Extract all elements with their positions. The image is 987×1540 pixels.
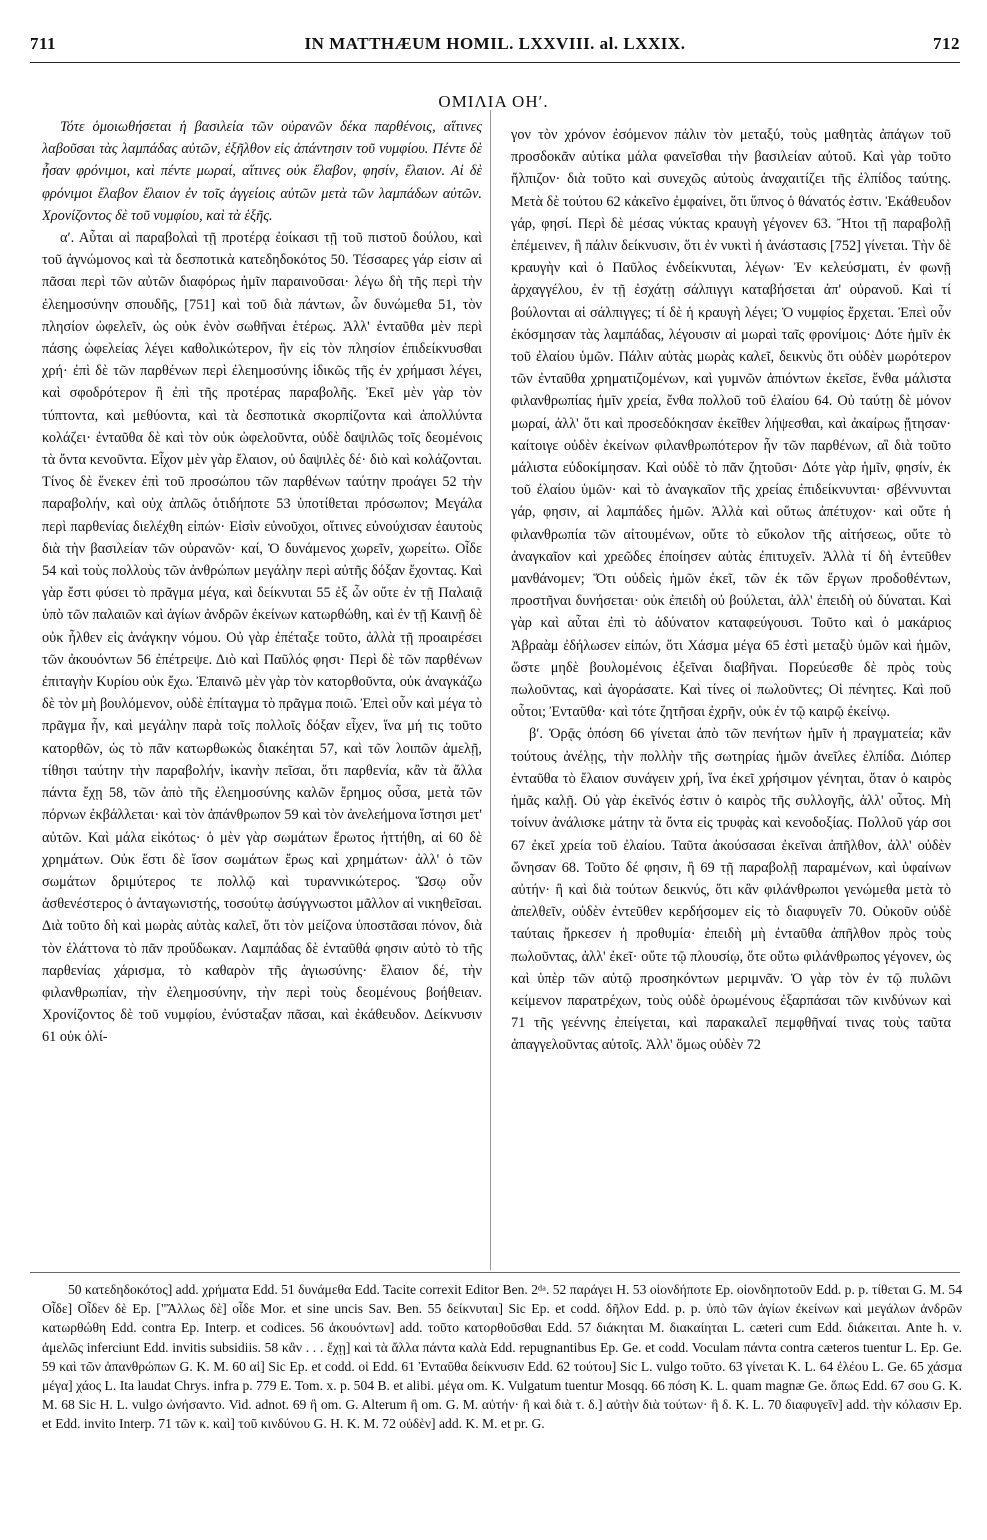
right-page-number: 712 — [933, 34, 960, 53]
footnotes: 50 κατεδηδοκότος] add. χρήματα Edd. 51 δυνάμεθα Edd. Tacite correxit Editor Ben. 2ᵈᵃ. 52 παράγει H. 53 οἱονδήποτε Ep. οἱονδηποτοῦν Edd. p. p. τίθεται G. M. 54 Οἶδε] Οἶδεν δὲ Ep. ["Ἄλλως δὲ] οἶδε Mor. et sine uncis Sav. Ben. 55 δείκνυται] Sic Ep. et codd. δῆλον Edd. p. p. ὑπὸ τῶν ἁγίων ἐκείνων καὶ μεγάλων ἀνδρῶν κατωρθώθη Edd. contra Ep. Interp. et codices. 56 ἀκουόντων] add. τοῦτο κατορθοῦσθαι Edd. 57 διάκηται M. διακαίηται L. cæteri cum Edd. διάκειται. Ante h. v. ἀμελῶς inferciunt Edd. invitis subsidiis. 58 κἂν . . . ἔχῃ] καὶ τὰ ἄλλα πάντα καλὰ Edd. repugnantibus Ep. Ge. et codd. Voculam πάντα contra cæteros tuentur L. Ep. Ge. 59 καὶ τῶν ἀπανθρώπων G. K. M. 60 αἱ] Sic Ep. et codd. οἱ Edd. 61 Ἐνταῦθα δείκνυσιν Edd. 62 τούτου] Sic L. vulgo τοῦτο. 63 γίνεται K. L. 64 ἐλέου L. Ge. 65 χάσμα μέγα] χάος L. Ita laudat Chrys. infra p. 779 E. Tom. x. p. 504 B. et alibi. μέγα om. K. Vulgatum tuentur Mosqq. 66 πόση K. L. quam magnæ Ge. ὅπως Edd. 67 σου G. K. M. 68 Sic H. L. vulgo ὠνήσαντο. Vid. adnot. 69 ἢ om. G. Alterum ἢ om. G. M. αὐτήν· ἢ καὶ διὰ τ. δ.] αὐτὴν διὰ τούτων· ἢ δ. K. L. 70 διαφυγεῖν] add. τὴν κόλασιν Ep. et Edd. invito Interp. 71 τῶν κ. καὶ] τοῦ κινδύνου G. H. K. M. 72 οὐδὲν] add. K. M. et pr. G. — [42, 1282, 962, 1432]
left-column — [42, 116, 482, 1261]
running-head — [30, 34, 960, 58]
right-column-paragraph-1: γον τὸν χρόνον ἐσόμενον πάλιν τὸν μεταξύ, τοὺς μαθητὰς ἀπάγων τοῦ προσδοκᾶν αὐτίκα μάλα φανεῖσθαι τὴν βασιλείαν αὐτοῦ. Καὶ γὰρ τοῦτο ἤλπιζον· διὰ τοῦτο καὶ συνεχῶς αὐτοὺς ἀναχαιτίζει τῆς ἐλπίδος ταύτης. Μετὰ δὲ τούτου 62 κἀκεῖνο ἐμφαίνει, ὅτι ὕπνος ὁ θάνατός ἐστιν. Ἐκάθευδον γάρ, φησί. Περὶ δὲ μέσας νύκτας κραυγὴ γέγονεν 63. Ἤτοι τῇ παραβολῇ ἐπέμεινεν, ἢ πάλιν δείκνυσιν, ὅτι ἐν νυκτὶ ἡ ἀνάστασις [752] γίνεται. Τὴν δὲ κραυγὴν καὶ ὁ Παῦλος ἐνδείκνυται, λέγων· Ἐν κελεύσματι, ἐν φωνῇ ἀρχαγγέλου, ἐν τῇ ἐσχάτῃ σάλπιγγι καταβήσεται ἀπ' οὐρανοῦ. Καὶ τί βούλονται αἱ σάλπιγγες; τί δὲ ἡ κραυγὴ λέγει; Ὁ νυμφίος ἔρχεται. Ἐπεὶ οὖν ἐκόσμησαν τὰς λαμπάδας, λέγουσιν αἱ μωραὶ ταῖς φρονίμοις· Δότε ἡμῖν ἐκ τοῦ ἐλαίου ὑμῶν. Πάλιν αὐτὰς μωρὰς καλεῖ, δεικνὺς ὅτι οὐδὲν μωρότερον τῶν ἐνταῦθα χρηματιζομένων, καὶ γυμνῶν ἀπιόντων ἐκεῖσε, ἔνθα μάλιστα φιλανθρωπίας ἡμῖν χρεία, ἔνθα πολλοῦ τοῦ ἐλαίου 64. Οὐ ταύτῃ δὲ μόνον μωραί, ἀλλ' ὅτι καὶ προσεδόκησαν ἐκεῖθεν λήψεσθαι, καὶ ἀκαίρως ᾔτησαν· καίτοιγε οὐδὲν ἐκείνων φιλανθρωπότερον ἦν τῶν παρθένων, αἳ διὰ τοῦτο μάλιστα εὐδοκίμησαν. Καὶ οὐδὲ τὸ πᾶν ζητοῦσι· Δότε γὰρ ἡμῖν, φησίν, ἐκ τοῦ ἐλαίου ὑμῶν· καὶ τὸ ἀναγκαῖον τῆς χρείας ἐπιδείκνυνται· σβέννυνται γάρ, φησιν, αἱ λαμπάδες ἡμῶν. Ἀλλὰ καὶ οὕτως ἀπέτυχον· καὶ οὔτε ἡ φιλανθρωπία τῶν αἰτουμένων, οὔτε τὸ εὔκολον τῆς αἰτήσεως, οὔτε τὸ ἀναγκαῖον καὶ χρεῶδες ἐποίησεν αὐτὰς ἐπιτυχεῖν. Ἀλλὰ τί δὴ ἐντεῦθεν μανθάνομεν; Ὅτι οὐδεὶς ἡμῶν ἐκεῖ, τῶν ἐκ τῶν ἔργων προδοθέντων, προστῆναι δυνήσεται· οὐκ ἐπειδὴ οὐ βούλεται, ἀλλ' ἐπειδὴ οὐ δύναται. Καὶ γὰρ καὶ αὗται ἐπὶ τὸ ἀδύνατον καταφεύγουσι. Τοῦτο καὶ ὁ μακάριος Ἀβραὰμ ἐδήλωσεν εἰπών, ὅτι Χάσμα μέγα 65 ἐστὶ μεταξὺ ὑμῶν καὶ ἡμῶν, ὥστε μηδὲ βουλομένοις ἐξεῖναι διαβῆναι. Πορεύεσθε δὲ πρὸς τοὺς πωλοῦντας, καὶ ἀγοράσατε. Καὶ τίνες οἱ πωλοῦντες; Οἱ πένητες. Καὶ ποῦ οὗτοι; Ἐνταῦθα· καὶ τότε ζητῆσαι ἐχρῆν, οὐκ ἐν τῷ καιρῷ ἐκείνῳ. — [511, 127, 951, 721]
right-column — [511, 124, 951, 1264]
running-title: IN MATTHÆUM HOMIL. LXXVIII. al. LXXIX. — [304, 34, 686, 53]
header-rule — [30, 62, 960, 63]
scripture-lemma: Τότε ὁμοιωθήσεται ἡ βασιλεία τῶν οὐρανῶν δέκα παρθένοις, αἵτινες λαβοῦσαι τὰς λαμπάδας αὐτῶν, ἐξῆλθον εἰς ἀπάντησιν τοῦ νυμφίου. Πέντε δὲ ἦσαν φρόνιμοι, καὶ πέντε μωραί, αἵτινες οὐκ ἔλαβον, φησίν, ἔλαιον. Αἱ δὲ φρόνιμοι ἔλαβον ἔλαιον ἐν τοῖς ἀγγείοις αὐτῶν μετὰ τῶν λαμπάδων αὐτῶν. Χρονίζοντος δὲ τοῦ νυμφίου, καὶ τὰ ἑξῆς. — [42, 119, 482, 224]
right-column-paragraph-2: βʹ. Ὁρᾷς ὁπόση 66 γίνεται ἀπὸ τῶν πενήτων ἡμῖν ἡ πραγματεία; κἂν τούτους ἀνέλῃς, τὴν πολλὴν τῆς σωτηρίας ἡμῶν ἀνεῖλες ἐλπίδα. Διόπερ ἐνταῦθα τὸ ἔλαιον συνάγειν χρή, ἵνα ἐκεῖ χρήσιμον γένηται, ὅταν ὁ καιρὸς ἡμᾶς καλῇ. Οὐ γὰρ ἐκεῖνός ἐστιν ὁ καιρὸς τῆς συλλογῆς, ἀλλ' οὗτος. Μὴ τοίνυν ἀνάλισκε μάτην τὰ ὄντα εἰς τρυφὰς καὶ κενοδοξίας. Πολλοῦ γάρ σοι 67 ἐκεῖ χρεία τοῦ ἐλαίου. Ταῦτα ἀκούσασαι ἐκεῖναι ἀπῆλθον, ἀλλ' οὐδὲν ὤνησαν 68. Τοῦτο δέ φησιν, ἢ 69 τῇ παραβολῇ παραμένων, καὶ ὑφαίνων αὐτήν· ἢ καὶ διὰ τούτων δεικνύς, ὅτι κἂν φιλάνθρωποι γενώμεθα μετὰ τὸ ἀπελθεῖν, οὐδὲν ἐντεῦθεν κερδήσομεν εἰς τὸ διαφυγεῖν 70. Οὐκοῦν οὐδὲ ταύταις ἤρκεσεν ἡ προθυμία· ἐπειδὴ μὴ ἐνταῦθα ἀπῆλθον πρὸς τοὺς πωλοῦντας, ἀλλ' ἐκεῖ· οὔτε τῷ πλουσίῳ, ὅτε οὕτω φιλάνθρωπος γέγονεν, ὡς καὶ ὑπὲρ τῶν αὐτῷ προσηκόντων μεριμνᾶν. Ὁ γὰρ τὸν ἐν τῷ πυλῶνι κείμενον παρατρέχων, τοὺς οὐδὲ ὁρωμένους ἐξαρπάσαι τῶν κινδύνων καὶ 71 τῆς γεέννης ἐπείγεται, καὶ παρακαλεῖ πεμφθῆναί τινας τοὺς ταῦτα ἀπαγγελοῦντας αὐτοῖς. Ἀλλ' ὅμως οὐδὲν 72 — [511, 726, 951, 1054]
left-page-number: 711 — [30, 34, 57, 53]
footnote-rule — [30, 1272, 960, 1273]
left-column-paragraph: αʹ. Αὗται αἱ παραβολαὶ τῇ προτέρᾳ ἐοίκασι τῇ τοῦ πιστοῦ δούλου, καὶ τοῦ ἀγνώμονος καὶ τὰ δεσποτικὰ κατεδηδοκότος 50. Τέσσαρες γάρ εἰσιν αἱ πᾶσαι περὶ τῶν αὐτῶν διαφόρως ἡμῖν παραινοῦσαι· λέγω δὴ τῆς περὶ τὴν ἐλεημοσύνην σπουδῆς, [751] καὶ τοῦ διὰ πάντων, ὧν δυνώμεθα 51, τὸν πλησίον ὠφελεῖν, ὡς οὐκ ἐνὸν σωθῆναι ἑτέρως. Ἀλλ' ἐνταῦθα μὲν περὶ πάσης ὠφελείας λέγει καθολικώτερον, ἣν εἰς τὸν πλησίον ἐπιδείκνυσθαι χρή· ἐπὶ δὲ τῶν παρθένων περὶ ἐλεημοσύνης ἰδικῶς τῆς ἐν χρήμασι λέγει, καὶ σφοδρότερον ἢ ἐπὶ τῆς προτέρας παραβολῆς. Ἐκεῖ μὲν γὰρ τὸν τύπτοντα, καὶ μεθύοντα, καὶ τὰ δεσποτικὰ σκορπίζοντα καὶ ἀπολλύντα κολάζει· ἐνταῦθα δὲ καὶ τὸν οὐκ ὠφελοῦντα, οὐδὲ δαψιλῶς τοῖς δεομένοις τὰ ὄντα κενοῦντα. Εἶχον μὲν γὰρ ἔλαιον, οὐ δαψιλὲς δέ· διὸ καὶ κολάζονται. Τίνος δὲ ἕνεκεν ἐπὶ τοῦ προσώπου τῶν παρθένων ταύτην προάγει 52 τὴν παραβολήν, καὶ οὐχ ἁπλῶς ὁτιδήποτε 53 ὑποτίθεται πρόσωπον; Μεγάλα περὶ παρθενίας διελέχθη εἰπών· Εἰσὶν εὐνοῦχοι, οἵτινες εὐνούχισαν ἑαυτοὺς διὰ τὴν βασιλείαν τῶν οὐρανῶν· καί, Ὁ δυνάμενος χωρεῖν, χωρείτω. Οἶδε 54 καὶ τοὺς πολλοὺς τῶν ἀνθρώπων μεγάλην περὶ αὐτῆς δόξαν ἔχοντας. Καὶ γὰρ ἔστι φύσει τὸ πρᾶγμα μέγα, καὶ δείκνυται 55 ἐξ ὧν οὔτε ἐν τῇ Παλαιᾷ ὑπὸ τῶν παλαιῶν καὶ ἁγίων ἀνδρῶν ἐκείνων κατωρθώθη, καὶ ἐν τῇ Καινῇ δὲ οὐκ ἦλθεν εἰς ἀνάγκην νόμου. Οὐ γὰρ ἐπέταξε τοῦτο, ἀλλὰ τῇ προαιρέσει τῶν ἀκουόντων 56 ἐπέτρεψε. Διὸ καὶ Παῦλός φησι· Περὶ δὲ τῶν παρθένων ἐπιταγὴν Κυρίου οὐκ ἔχω. Ἐπαινῶ μὲν γὰρ τὸν κατορθοῦντα, οὐκ ἀναγκάζω δὲ τὸν μὴ βουλόμενον, οὐδὲ ἐπίταγμα τὸ πρᾶγμα ποιῶ. Ἐπεὶ οὖν καὶ μέγα τὸ πρᾶγμα ἦν, καὶ μεγάλην παρὰ τοῖς πολλοῖς δόξαν εἶχεν, ἵνα μή τις τοῦτο κατορθῶν, ὡς τὸ πᾶν κατωρθωκὼς διακέηται 57, καὶ τῶν λοιπῶν ἀμελῇ, τίθησι ταύτην τὴν παραβολήν, ἱκανὴν πεῖσαι, ὅτι παρθενία, κἂν τὰ ἄλλα πάντα ἔχῃ 58, τῶν ἀπὸ τῆς ἐλεημοσύνης καλῶν ἔρημος οὖσα, μετὰ τῶν πόρνων ἐκβάλλεται· καὶ τὸν ἀπάνθρωπον 59 καὶ τὸν ἀνελεήμονα ἵστησι μετ' αὐτῶν. Καὶ μάλα εἰκότως· ὁ μὲν γὰρ σωμάτων ἔρωτος ἡττήθη, αἱ 60 δὲ χρημάτων. Οὐκ ἔστι δὲ ἴσον σωμάτων ἔρως καὶ χρημάτων· ἀλλ' ὁ τῶν σωμάτων δριμύτερος τε πολλῷ καὶ τυραννικώτερος. Ὥσῳ οὖν ἀσθενέστερος ὁ ἀνταγωνιστής, τοσούτῳ ἀσύγγνωστοι μᾶλλον αἱ νικηθεῖσαι. Διὰ τοῦτο δὴ καὶ μωρὰς αὐτὰς καλεῖ, ὅτι τὸν μείζονα ὑποστᾶσαι πόνον, διὰ τὸν ἐλάττονα τὸ πᾶν προὔδωκαν. Λαμπάδας δὲ ἐνταῦθά φησιν αὐτὸ τὸ τῆς παρθενίας χάρισμα, τὸ καθαρὸν τῆς ἁγιωσύνης· ἔλαιον δέ, τὴν φιλανθρωπίαν, τὴν ἐλεημοσύνην, τὴν περὶ τοὺς δεομένους βοήθειαν. Χρονίζοντος δὲ τοῦ νυμφίου, ἐνύσταξαν πᾶσαι, καὶ ἐκάθευδον. Δείκνυσιν 61 οὐκ ὀλί- — [42, 230, 482, 1046]
homily-title: ΟΜΙΛΙΑ ΟΗʹ. — [438, 92, 549, 111]
column-divider — [490, 110, 491, 1270]
